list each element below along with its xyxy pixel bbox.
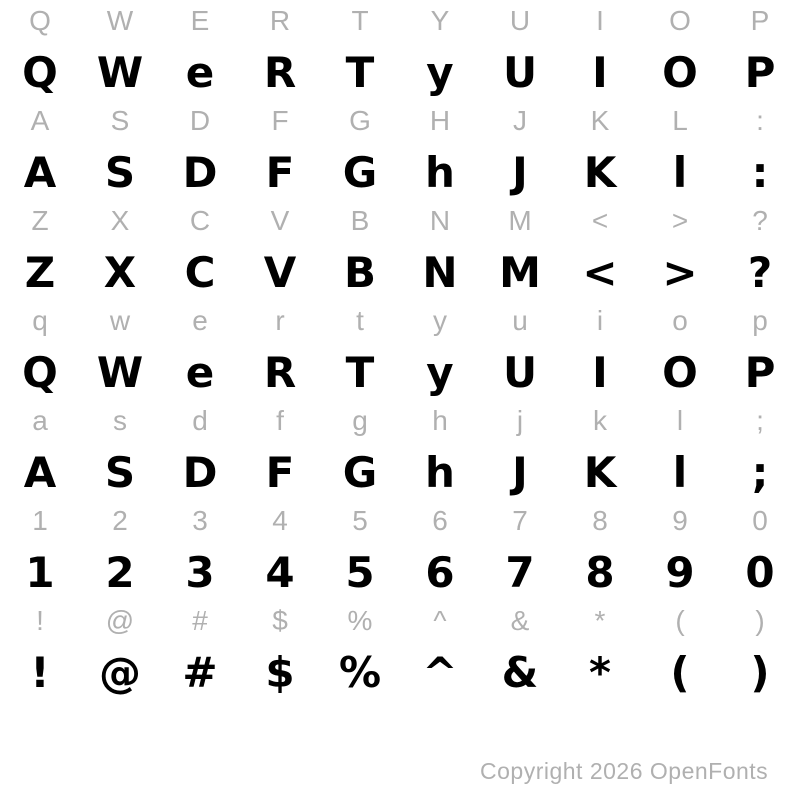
font-glyph-char: 3: [185, 547, 215, 597]
font-glyph-char: l: [672, 447, 688, 497]
font-glyph-char: :: [751, 147, 769, 197]
font-glyph-row: [0, 144, 800, 200]
font-glyph-char: T: [345, 347, 375, 397]
copyright-text: Copyright 2026 OpenFonts: [480, 758, 769, 784]
reference-char: 2: [112, 505, 128, 536]
font-glyph-char: P: [744, 347, 776, 397]
font-glyph-char: 4: [265, 547, 295, 597]
font-glyph-char: M: [499, 247, 541, 297]
font-glyph-char: >: [662, 247, 698, 297]
glyph-row-pair: [0, 0, 800, 100]
reference-char: 6: [432, 505, 448, 536]
reference-char-row: [0, 600, 800, 642]
reference-char: Z: [31, 205, 49, 236]
reference-char: !: [36, 605, 44, 636]
reference-char: C: [189, 205, 211, 236]
font-glyph-char: h: [425, 447, 455, 497]
font-glyph-row: [0, 644, 800, 700]
reference-char: p: [752, 305, 768, 336]
font-glyph-char: e: [185, 347, 215, 397]
font-glyph-char: *: [589, 647, 611, 697]
font-glyph-char: U: [502, 47, 538, 97]
reference-char: 3: [192, 505, 208, 536]
font-glyph-char: &: [501, 647, 539, 697]
font-glyph-char: !: [30, 647, 50, 697]
reference-char: X: [110, 205, 130, 236]
font-glyph-char: S: [104, 147, 136, 197]
reference-char: r: [275, 305, 285, 336]
font-glyph-char: D: [182, 447, 218, 497]
font-glyph-char: 6: [425, 547, 455, 597]
reference-char: #: [192, 605, 208, 636]
font-glyph-char: %: [338, 647, 382, 697]
font-glyph-char: y: [426, 47, 454, 97]
font-glyph-char: @: [99, 647, 141, 697]
font-glyph-char: ^: [422, 647, 458, 697]
reference-char: >: [671, 205, 689, 236]
font-glyph-char: J: [512, 447, 528, 497]
font-glyph-char: A: [23, 147, 57, 197]
glyph-row-pair: [0, 600, 800, 700]
reference-char: Y: [430, 5, 450, 36]
font-glyph-char: V: [263, 247, 297, 297]
reference-char: 0: [752, 505, 768, 536]
font-glyph-char: 8: [585, 547, 615, 597]
glyph-row-pair: [0, 100, 800, 200]
font-glyph-char: h: [425, 147, 455, 197]
reference-char: A: [30, 105, 50, 136]
reference-char: u: [512, 305, 528, 336]
reference-char: <: [591, 205, 609, 236]
reference-char: R: [269, 5, 291, 36]
reference-char: ): [755, 605, 765, 636]
reference-char: q: [32, 305, 48, 336]
reference-char: w: [109, 305, 131, 336]
font-glyph-char: X: [103, 247, 137, 297]
reference-char: d: [192, 405, 208, 436]
font-glyph-row: [0, 344, 800, 400]
reference-char: E: [190, 5, 210, 36]
font-glyph-char: 0: [745, 547, 775, 597]
reference-char: D: [189, 105, 211, 136]
reference-char-row: [0, 500, 800, 542]
reference-char: g: [352, 405, 368, 436]
reference-char: L: [672, 105, 688, 136]
reference-char: :: [756, 105, 764, 136]
font-glyph-char: Q: [22, 47, 58, 97]
reference-char: B: [350, 205, 370, 236]
reference-char: ^: [433, 605, 447, 636]
font-glyph-char: G: [342, 447, 378, 497]
reference-char: H: [429, 105, 451, 136]
reference-char: o: [672, 305, 688, 336]
font-glyph-char: P: [744, 47, 776, 97]
font-glyph-char: K: [583, 147, 617, 197]
font-glyph-char: 9: [665, 547, 695, 597]
font-glyph-char: R: [263, 347, 297, 397]
font-glyph-char: e: [185, 47, 215, 97]
glyph-row-pair: [0, 300, 800, 400]
reference-char: y: [433, 305, 447, 336]
font-glyph-char: ;: [751, 447, 769, 497]
reference-char: F: [271, 105, 289, 136]
reference-char: 5: [352, 505, 368, 536]
reference-char: k: [593, 405, 607, 436]
reference-char: f: [276, 405, 284, 436]
font-glyph-char: (: [670, 647, 690, 697]
glyph-row-pair: [0, 500, 800, 600]
reference-char: 4: [272, 505, 288, 536]
font-glyph-char: F: [265, 147, 295, 197]
reference-char: 8: [592, 505, 608, 536]
font-glyph-char: B: [343, 247, 376, 297]
reference-char: 9: [672, 505, 688, 536]
reference-char-row: [0, 0, 800, 42]
font-glyph-char: D: [182, 147, 218, 197]
reference-char: O: [669, 5, 691, 36]
font-glyph-char: C: [184, 247, 216, 297]
reference-char: l: [676, 405, 684, 436]
reference-char: V: [270, 205, 290, 236]
font-glyph-row: [0, 244, 800, 300]
reference-char-row: [0, 400, 800, 442]
reference-char: $: [272, 605, 288, 636]
reference-char: P: [750, 5, 770, 36]
font-glyph-char: W: [96, 347, 144, 397]
reference-char: 1: [32, 505, 48, 536]
reference-char: j: [516, 405, 524, 436]
reference-char: h: [432, 405, 448, 436]
font-glyph-char: T: [345, 47, 375, 97]
font-glyph-char: Z: [24, 247, 56, 297]
reference-char: N: [429, 205, 451, 236]
reference-char: a: [32, 405, 48, 436]
font-glyph-char: 1: [25, 547, 55, 597]
reference-char: Q: [29, 5, 51, 36]
font-glyph-char: 5: [345, 547, 375, 597]
font-glyph-char: O: [662, 347, 698, 397]
reference-char: S: [110, 105, 130, 136]
font-glyph-char: ?: [747, 247, 773, 297]
reference-char: &: [510, 605, 530, 636]
font-glyph-char: ): [750, 647, 770, 697]
reference-char-row: [0, 100, 800, 142]
reference-char: s: [113, 405, 127, 436]
font-glyph-char: O: [662, 47, 698, 97]
reference-char: U: [509, 5, 531, 36]
font-glyph-char: J: [512, 147, 528, 197]
reference-char: I: [596, 5, 604, 36]
font-glyph-char: 7: [505, 547, 535, 597]
font-glyph-char: N: [422, 247, 458, 297]
font-glyph-char: U: [502, 347, 538, 397]
font-glyph-char: #: [182, 647, 218, 697]
reference-char-row: [0, 300, 800, 342]
reference-char: W: [106, 5, 134, 36]
reference-char: G: [349, 105, 371, 136]
reference-char: t: [356, 305, 364, 336]
reference-char: T: [351, 5, 369, 36]
font-glyph-char: W: [96, 47, 144, 97]
font-glyph-char: I: [592, 47, 608, 97]
font-glyph-char: 2: [105, 547, 135, 597]
font-glyph-char: G: [342, 147, 378, 197]
reference-char: %: [347, 605, 373, 636]
reference-char: J: [513, 105, 527, 136]
reference-char: *: [594, 605, 606, 636]
font-glyph-char: <: [582, 247, 618, 297]
reference-char: ;: [756, 405, 764, 436]
glyph-row-pair: [0, 400, 800, 500]
font-glyph-char: R: [263, 47, 297, 97]
font-glyph-char: Q: [22, 347, 58, 397]
reference-char: e: [192, 305, 208, 336]
reference-char-row: [0, 200, 800, 242]
reference-char: M: [508, 205, 532, 236]
font-glyph-char: y: [426, 347, 454, 397]
reference-char: @: [105, 605, 135, 636]
reference-char: ?: [752, 205, 768, 236]
font-glyph-row: [0, 44, 800, 100]
font-glyph-char: K: [583, 447, 617, 497]
font-glyph-char: A: [23, 447, 57, 497]
font-glyph-char: S: [104, 447, 136, 497]
reference-char: (: [675, 605, 685, 636]
reference-char: 7: [512, 505, 528, 536]
font-glyph-row: [0, 444, 800, 500]
reference-char: i: [596, 305, 604, 336]
font-glyph-char: $: [265, 647, 295, 697]
glyph-row-pair: [0, 200, 800, 300]
font-glyph-char: l: [672, 147, 688, 197]
font-glyph-char: F: [265, 447, 295, 497]
reference-char: K: [590, 105, 610, 136]
font-glyph-row: [0, 544, 800, 600]
font-glyph-char: I: [592, 347, 608, 397]
